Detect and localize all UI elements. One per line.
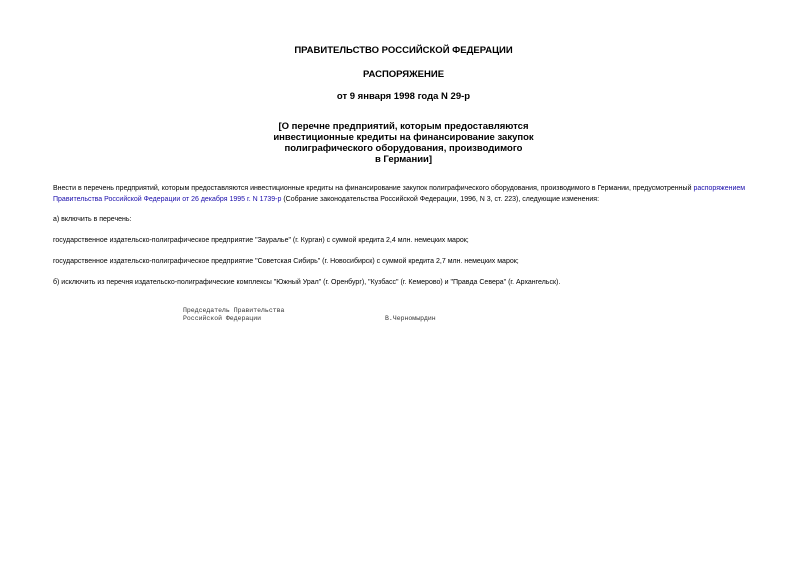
signature-position-line2: Российской Федерации [183, 315, 262, 322]
intro-text: Внести в перечень предприятий, которым предоставляются инвестиционные кредиты на финансирование закупок полиграфического оборудования, производимого в Германии, предусмотренный [53, 185, 692, 192]
item-b-paragraph: б) исключить из перечня издательско-полиграфические комплексы "Южный Урал" (г. Оренбург), "Кузбасс" (г. Кемерово) и "Правда Севера" (г. Архангельск). [53, 279, 561, 286]
document-title [0, 121, 807, 165]
document-type-heading: РАСПОРЯЖЕНИЕ [362, 69, 445, 80]
regulation-link-continued[interactable]: Правительства Российской Федерации от 26 декабря 1995 г. N 1739-р [53, 196, 282, 203]
item-a-paragraph: а) включить в перечень: [53, 216, 132, 223]
item-a2-paragraph: государственное издательско-полиграфическое предприятие "Советская Сибирь" (г. Новосибирск) с суммой кредита 2,7 млн. немецких марок; [53, 258, 519, 265]
intro-line-1 [53, 183, 771, 194]
title-line: в Германии] [374, 154, 433, 165]
government-heading: ПРАВИТЕЛЬСТВО РОССИЙСКОЙ ФЕДЕРАЦИИ [294, 45, 513, 56]
intro-paragraph [53, 183, 771, 205]
title-line: инвестиционные кредиты на финансирование закупок [273, 132, 534, 143]
signature-position-line1: Председатель Правительства [183, 307, 285, 314]
title-line: [О перечне предприятий, которым предоставляются [278, 121, 529, 132]
document-date-number: от 9 января 1998 года N 29-р [336, 91, 471, 102]
title-line: полиграфического оборудования, производимого [284, 143, 523, 154]
regulation-link[interactable]: распоряжением [693, 185, 746, 192]
item-a1-paragraph: государственное издательско-полиграфическое предприятие "Зауралье" (г. Курган) с суммой кредита 2,4 млн. немецких марок; [53, 237, 469, 244]
signature-name: В.Черномырдин [385, 315, 436, 322]
intro-line-2 [53, 194, 771, 205]
intro-text-after-link: (Собрание законодательства Российской Федерации, 1996, N 3, ст. 223), следующие изменения: [281, 196, 600, 203]
